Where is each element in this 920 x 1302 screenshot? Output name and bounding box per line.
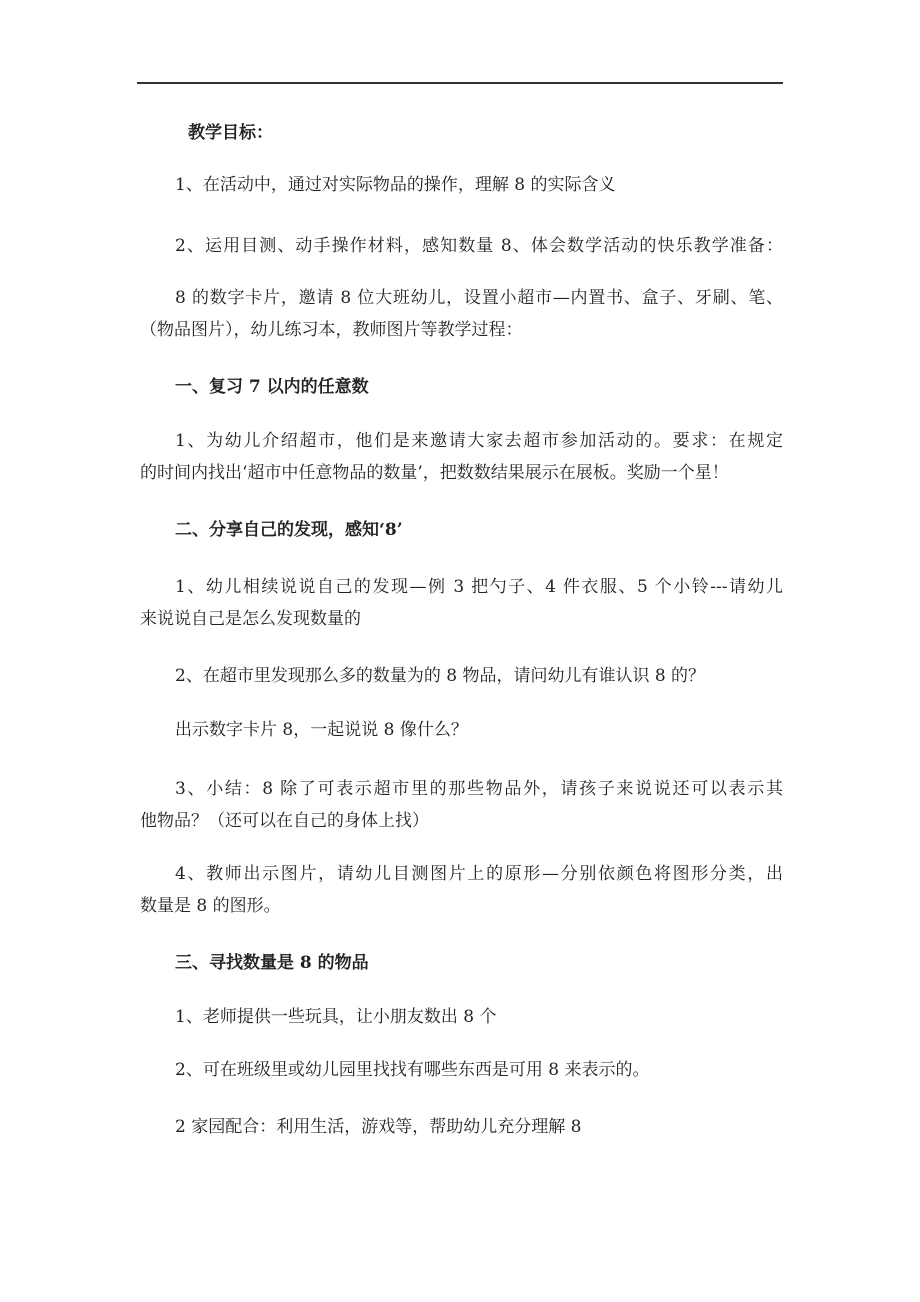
section-heading-2: [140, 514, 783, 546]
paragraph-line: 4、教师出示图片，请幼儿目测图片上的原形—分别依颜色将图形分类，出: [175, 864, 783, 884]
paragraph-line: 2 家园配合：利用生活，游戏等，帮助幼儿充分理解 8: [175, 1117, 582, 1137]
paragraph-2-1: [140, 571, 783, 635]
paragraph-2-3: [140, 773, 783, 837]
paragraph-preparation: [140, 282, 783, 346]
paragraph-1-1: [140, 425, 783, 489]
paragraph-2-4: [140, 858, 783, 922]
paragraph-goal-2: [140, 230, 783, 262]
paragraph-line: 2、在超市里发现那么多的数量为的 8 物品，请问幼儿有谁认识 8 的？: [175, 666, 706, 686]
paragraph-goal-1: [140, 169, 783, 201]
paragraph-2-card: [140, 714, 783, 746]
header-rule: [137, 82, 783, 84]
paragraph-line: 1、幼儿相续说说自己的发现—例 3 把勺子、4 件衣服、5 个小铃---请幼儿: [175, 577, 783, 597]
paragraph-line: 一、复习 7 以内的任意数: [175, 377, 369, 397]
paragraph-home-cooperation: [140, 1111, 783, 1143]
paragraph-line: 数量是 8 的图形。: [140, 896, 281, 916]
section-heading-1: [140, 371, 783, 403]
paragraph-line: 3、小结：8 除了可表示超市里的那些物品外，请孩子来说说还可以表示其: [175, 779, 783, 799]
paragraph-line: 1、为幼儿介绍超市，他们是来邀请大家去超市参加活动的。要求：在规定: [175, 431, 783, 451]
paragraph-line: 二、分享自己的发现，感知‘8’: [175, 520, 403, 540]
paragraph-line: 他物品？（还可以在自己的身体上找）: [140, 811, 429, 831]
paragraph-line: 三、寻找数量是 8 的物品: [175, 953, 369, 973]
paragraph-line: 8 的数字卡片，邀请 8 位大班幼儿，设置小超市—内置书、盒子、牙刷、笔、: [175, 288, 783, 308]
section-heading-3: [140, 947, 783, 979]
heading-text: 教学目标：: [188, 123, 273, 143]
paragraph-2-2: [140, 660, 783, 692]
paragraph-3-2: [140, 1054, 783, 1086]
section-heading-goals: [188, 117, 831, 149]
paragraph-line: 的时间内找出‘超市中任意物品的数量’，把数数结果展示在展板。奖励一个星！: [140, 463, 729, 483]
paragraph-line: 来说说自己是怎么发现数量的: [140, 609, 361, 629]
paragraph-line: 出示数字卡片 8，一起说说 8 像什么？: [175, 720, 468, 740]
paragraph-line: 2、可在班级里或幼儿园里找找有哪些东西是可用 8 来表示的。: [175, 1060, 650, 1080]
paragraph-line: 2、运用目测、动手操作材料，感知数量 8、体会数学活动的快乐教学准备：: [175, 236, 783, 256]
paragraph-line: （物品图片），幼儿练习本，教师图片等教学过程：: [140, 320, 523, 340]
paragraph-line: 1、老师提供一些玩具，让小朋友数出 8 个: [175, 1007, 497, 1027]
paragraph-3-1: [140, 1001, 783, 1033]
paragraph-line: 1、在活动中，通过对实际物品的操作，理解 8 的实际含义: [175, 175, 616, 195]
